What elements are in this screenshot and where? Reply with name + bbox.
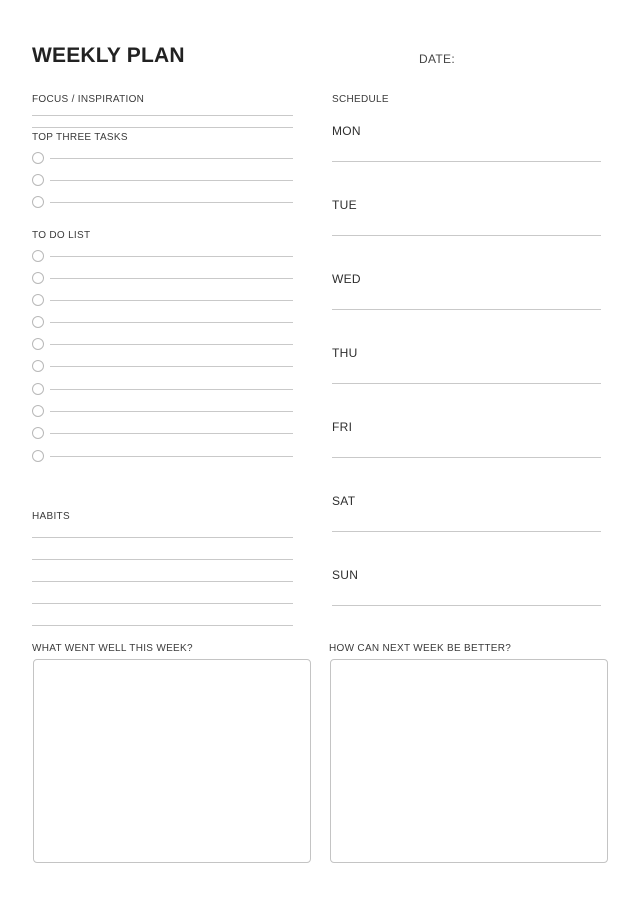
date-label: DATE:: [419, 52, 455, 66]
habits-label: HABITS: [32, 511, 70, 522]
schedule-line-sun[interactable]: [332, 605, 601, 606]
todo-item-line[interactable]: [50, 344, 293, 345]
todo-item-line[interactable]: [50, 300, 293, 301]
todo-item-checkbox[interactable]: [32, 294, 44, 306]
todo-item-line[interactable]: [50, 278, 293, 279]
habit-line[interactable]: [32, 625, 293, 626]
focus-line[interactable]: [32, 127, 293, 128]
page-title: WEEKLY PLAN: [32, 44, 185, 67]
to-do-list-label: TO DO LIST: [32, 230, 91, 241]
schedule-line-fri[interactable]: [332, 457, 601, 458]
what-went-well-label: WHAT WENT WELL THIS WEEK?: [32, 643, 193, 654]
todo-item-checkbox[interactable]: [32, 427, 44, 439]
schedule-day-sun: SUN: [332, 568, 359, 582]
todo-item-checkbox[interactable]: [32, 272, 44, 284]
top-task-checkbox[interactable]: [32, 152, 44, 164]
schedule-line-wed[interactable]: [332, 309, 601, 310]
schedule-day-fri: FRI: [332, 420, 353, 434]
habit-line[interactable]: [32, 559, 293, 560]
todo-item-line[interactable]: [50, 322, 293, 323]
todo-item-line[interactable]: [50, 256, 293, 257]
schedule-day-thu: THU: [332, 346, 358, 360]
todo-item-line[interactable]: [50, 411, 293, 412]
todo-item-checkbox[interactable]: [32, 405, 44, 417]
todo-item-checkbox[interactable]: [32, 338, 44, 350]
habit-line[interactable]: [32, 537, 293, 538]
next-week-better-box[interactable]: [330, 659, 608, 863]
top-three-tasks-label: TOP THREE TASKS: [32, 132, 128, 143]
todo-item-checkbox[interactable]: [32, 360, 44, 372]
focus-line[interactable]: [32, 115, 293, 116]
schedule-day-mon: MON: [332, 124, 361, 138]
todo-item-checkbox[interactable]: [32, 383, 44, 395]
schedule-line-tue[interactable]: [332, 235, 601, 236]
top-task-line[interactable]: [50, 202, 293, 203]
schedule-line-sat[interactable]: [332, 531, 601, 532]
schedule-label: SCHEDULE: [332, 94, 389, 105]
todo-item-line[interactable]: [50, 389, 293, 390]
todo-item-checkbox[interactable]: [32, 450, 44, 462]
todo-item-line[interactable]: [50, 433, 293, 434]
schedule-day-wed: WED: [332, 272, 361, 286]
schedule-line-mon[interactable]: [332, 161, 601, 162]
next-week-better-label: HOW CAN NEXT WEEK BE BETTER?: [329, 643, 512, 654]
todo-item-checkbox[interactable]: [32, 250, 44, 262]
schedule-day-sat: SAT: [332, 494, 356, 508]
what-went-well-box[interactable]: [33, 659, 311, 863]
habit-line[interactable]: [32, 603, 293, 604]
top-task-checkbox[interactable]: [32, 196, 44, 208]
habit-line[interactable]: [32, 581, 293, 582]
top-task-checkbox[interactable]: [32, 174, 44, 186]
todo-item-line[interactable]: [50, 456, 293, 457]
todo-item-checkbox[interactable]: [32, 316, 44, 328]
top-task-line[interactable]: [50, 158, 293, 159]
schedule-day-tue: TUE: [332, 198, 357, 212]
top-task-line[interactable]: [50, 180, 293, 181]
schedule-line-thu[interactable]: [332, 383, 601, 384]
todo-item-line[interactable]: [50, 366, 293, 367]
focus-inspiration-label: FOCUS / INSPIRATION: [32, 94, 145, 105]
